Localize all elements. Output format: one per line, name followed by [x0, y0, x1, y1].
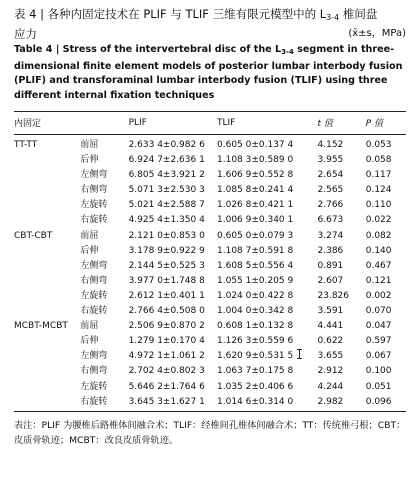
cell-p-value: 0.117 [365, 170, 392, 181]
cell-t-value: 2.982 [318, 395, 366, 412]
cell-motion: 左旋转 [80, 290, 108, 301]
cell-plif: 2.766 4±0.508 0 [128, 306, 205, 317]
cell-fixation: TT-TT [14, 140, 38, 150]
title-separator: | [40, 7, 45, 21]
table-row [14, 183, 406, 198]
cell-p-value: 0.067 [365, 351, 392, 362]
cell-motion: 左旋转 [80, 200, 108, 211]
cell-fixation [14, 334, 80, 349]
cell-motion: 右侧弯 [80, 275, 108, 286]
title-cn-line2: 应力 [14, 27, 37, 41]
cell-p-value: 0.110 [365, 200, 392, 211]
title-en-text: Stress of the intervertebral disc of the L [62, 44, 282, 55]
table-note: 表注：PLIF 为腰椎后路椎体间融合术；TLIF：经椎间孔椎体间融合术；TT：传统椎弓根；CBT：皮质骨轨迹；MCBT：改良皮质骨轨迹。 [14, 419, 406, 446]
title-unit: (x̄±s，MPa) [348, 28, 406, 39]
table-row [14, 153, 406, 168]
cell-t-value: 0.891 [317, 260, 344, 271]
cell-fixation [14, 244, 80, 259]
header-plif: PLIF [129, 112, 217, 135]
cell-p-value: 0.022 [365, 215, 392, 226]
cell-p-value: 0.058 [365, 155, 392, 166]
cell-fixation [14, 289, 80, 304]
cell-motion: 右旋转 [80, 306, 108, 317]
table-row [14, 229, 406, 244]
cell-tlif: 1.026 8±0.421 1 [217, 200, 294, 211]
cell-tlif: 0.605 0±0.137 4 [217, 140, 294, 150]
table-row [14, 274, 406, 289]
cell-tlif: 1.006 9±0.340 1 [217, 215, 294, 226]
table-label-en: Table 4 [14, 44, 53, 55]
cell-fixation [14, 168, 80, 183]
header-p-value: P 值 [366, 112, 406, 135]
cell-t-value: 6.673 [317, 215, 344, 226]
table-figure [14, 6, 406, 448]
cell-tlif: 1.014 6±0.314 0 [217, 395, 318, 412]
cell-fixation [14, 274, 80, 289]
segment-subscript: 3-4 [326, 13, 340, 22]
cell-p-value: 0.124 [365, 185, 392, 196]
table-row [14, 334, 406, 349]
text-cursor-icon [297, 349, 302, 359]
cell-p-value: 0.053 [365, 140, 392, 150]
cell-tlif: 1.606 9±0.552 8 [217, 170, 294, 181]
cell-plif: 5.646 2±1.764 6 [128, 381, 205, 392]
cell-fixation [14, 364, 80, 379]
cell-motion: 后伸 [80, 245, 99, 256]
table-row [14, 135, 406, 154]
cell-t-value: 4.441 [317, 321, 344, 332]
cell-fixation [14, 198, 80, 213]
cell-p-value: 0.140 [365, 245, 392, 256]
cell-p-value: 0.597 [365, 336, 392, 347]
header-fixation: 内固定 [14, 112, 80, 135]
table-row [14, 213, 406, 228]
cell-p-value: 0.100 [365, 366, 392, 377]
data-table [14, 111, 406, 412]
cell-tlif: 1.126 3±0.559 6 [217, 336, 294, 347]
cell-p-value: 0.047 [365, 321, 392, 332]
cell-tlif: 1.035 2±0.406 6 [217, 381, 294, 392]
cell-motion: 左侧弯 [80, 260, 108, 271]
cell-t-value: 2.654 [317, 170, 344, 181]
title-en-text-end: segment in three-dimensional finite element models of posterior lumbar interbody fusion (PLIF) and transforaminal lumbar interbody fusion (TLIF) using three different internal fixation techniques [14, 44, 403, 101]
cell-t-value: 4.152 [317, 140, 344, 150]
table-title-en [14, 43, 406, 103]
table-row [14, 198, 406, 213]
cell-fixation [14, 213, 80, 228]
table-title-cn [14, 6, 406, 26]
cell-t-value: 2.766 [317, 200, 344, 211]
cell-p-value: 0.121 [365, 275, 392, 286]
cell-t-value: 4.244 [317, 381, 344, 392]
cell-t-value: 3.955 [317, 155, 344, 166]
cell-plif: 4.925 4±1.350 4 [128, 215, 205, 226]
cell-fixation [14, 183, 80, 198]
cell-tlif: 1.085 8±0.241 4 [217, 185, 294, 196]
header-tlif: TLIF [217, 112, 318, 135]
cell-tlif: 1.108 7±0.591 8 [217, 245, 294, 256]
title-separator-en: | [55, 44, 60, 55]
cell-tlif: 1.620 9±0.531 5 [217, 349, 318, 364]
header-row [14, 112, 406, 135]
title-cn-text: 各种内固定技术在 PLIF 与 TLIF 三维有限元模型中的 L [47, 7, 327, 21]
cell-tlif: 0.605 0±0.079 3 [217, 230, 294, 241]
cell-motion: 左侧弯 [80, 170, 108, 181]
cell-motion: 左侧弯 [80, 351, 108, 362]
cell-plif: 5.021 4±2.588 7 [128, 200, 205, 211]
cell-plif: 2.506 9±0.870 2 [128, 321, 205, 332]
table-title-cn-line2 [14, 26, 406, 42]
table-row [14, 319, 406, 334]
cell-tlif: 1.055 1±0.205 9 [217, 275, 294, 286]
table-row [14, 364, 406, 379]
cell-plif: 5.071 3±2.530 3 [128, 185, 205, 196]
table-row [14, 244, 406, 259]
cell-plif: 1.279 1±0.170 4 [128, 336, 205, 347]
cell-p-value: 0.002 [365, 290, 392, 301]
cell-fixation [14, 349, 80, 364]
cell-t-value: 3.274 [317, 230, 344, 241]
cell-p-value: 0.051 [365, 381, 392, 392]
cell-fixation: CBT-CBT [14, 230, 53, 241]
table-row [14, 349, 406, 364]
cell-fixation [14, 153, 80, 168]
title-cn-text-end: 椎间盘 [339, 7, 378, 21]
cell-plif: 3.645 3±1.627 1 [129, 395, 217, 412]
cell-motion: 右旋转 [80, 215, 108, 226]
cell-tlif: 1.063 7±0.175 8 [217, 366, 294, 377]
cell-plif: 2.144 5±0.525 3 [128, 260, 205, 271]
table-row [14, 380, 406, 395]
cell-t-value: 3.655 [317, 351, 344, 362]
cell-tlif: 0.608 1±0.132 8 [217, 321, 294, 332]
cell-motion: 前屈 [80, 140, 99, 150]
cell-fixation: MCBT-MCBT [14, 321, 68, 332]
table-body [14, 135, 406, 412]
cell-tlif: 1.608 5±0.556 4 [217, 260, 294, 271]
cell-motion: 前屈 [80, 230, 99, 241]
cell-motion: 右侧弯 [80, 185, 108, 196]
table-row [14, 304, 406, 319]
cell-t-value: 2.386 [317, 245, 344, 256]
cell-plif: 2.702 4±0.802 3 [128, 366, 205, 377]
cell-plif: 3.977 0±1.748 8 [128, 275, 205, 286]
cell-motion: 左旋转 [80, 381, 108, 392]
table-row [14, 289, 406, 304]
cell-fixation [14, 380, 80, 395]
cell-plif: 3.178 9±0.922 9 [128, 245, 205, 256]
cell-t-value: 3.591 [317, 306, 344, 317]
cell-t-value: 2.607 [317, 275, 344, 286]
header-t-value: t 值 [318, 112, 366, 135]
segment-subscript-en: 3-4 [281, 48, 294, 56]
cell-t-value: 0.622 [317, 336, 344, 347]
cell-fixation [14, 304, 80, 319]
cell-plif: 2.121 0±0.853 0 [128, 230, 205, 241]
cell-tlif: 1.004 0±0.342 8 [217, 306, 294, 317]
cell-fixation [14, 395, 80, 412]
cell-tlif: 1.108 3±0.589 0 [217, 155, 294, 166]
cell-t-value: 2.565 [317, 185, 344, 196]
table-row [14, 168, 406, 183]
table-row [14, 395, 406, 412]
cell-plif: 6.924 7±2.636 1 [128, 155, 205, 166]
table-row [14, 259, 406, 274]
cell-p-value: 0.070 [365, 306, 392, 317]
cell-motion: 右侧弯 [80, 366, 108, 377]
cell-motion: 后伸 [80, 336, 99, 347]
cell-t-value: 23.826 [317, 290, 349, 301]
cell-plif: 6.805 4±3.921 2 [128, 170, 205, 181]
cell-motion: 后伸 [80, 155, 99, 166]
cell-plif: 2.612 1±0.401 1 [128, 290, 205, 301]
cell-plif: 4.972 1±1.061 2 [128, 351, 205, 362]
cell-motion: 前屈 [80, 321, 99, 332]
cell-p-value: 0.082 [365, 230, 392, 241]
header-motion [80, 112, 128, 135]
cell-tlif: 1.024 0±0.422 8 [217, 290, 294, 301]
cell-p-value: 0.096 [366, 395, 406, 412]
table-label-cn: 表 4 [14, 7, 37, 21]
cell-p-value: 0.467 [365, 260, 392, 271]
cell-fixation [14, 259, 80, 274]
cell-motion: 右旋转 [80, 395, 128, 412]
cell-plif: 2.633 4±0.982 6 [128, 140, 205, 150]
cell-t-value: 2.912 [317, 366, 344, 377]
